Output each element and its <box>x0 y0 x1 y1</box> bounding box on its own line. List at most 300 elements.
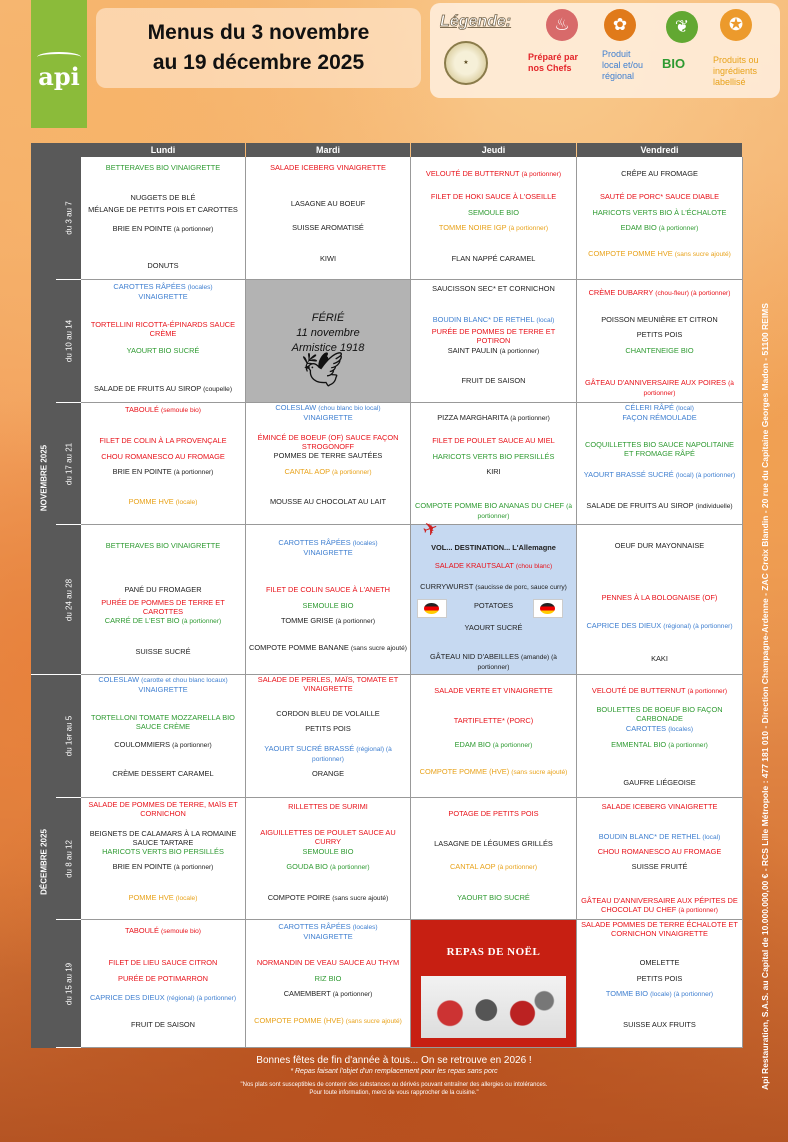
api-logo: api <box>31 0 87 128</box>
dish-name: COMPOTE POMME BIO ANANAS DU CHEF <box>415 501 565 510</box>
menu-item <box>84 585 242 594</box>
dish-name: SAINT PAULIN <box>447 346 498 355</box>
menu-item <box>414 501 573 521</box>
dish-name: YAOURT BRASSÉ SUCRÉ <box>583 470 674 479</box>
dish-name: TORTELLINI RICOTTA-ÉPINARDS SAUCE CRÈME <box>90 320 236 338</box>
menu-item <box>414 543 573 552</box>
dish-note: (à portionner) <box>172 742 212 749</box>
menu-item <box>249 922 407 941</box>
dish-note: (locales) <box>668 726 694 733</box>
dish-name: COLESLAW <box>98 675 140 684</box>
dish-note: (locale) (à portionner) <box>650 991 714 998</box>
menu-cell <box>411 517 577 675</box>
menu-item <box>84 436 242 445</box>
menu-item <box>249 828 407 846</box>
menu-item <box>580 208 739 217</box>
dish-name: FRUIT DE SAISON <box>461 376 526 385</box>
dish-name: CAROTTES RÂPÉES <box>113 282 186 291</box>
dish-name: CAPRICE DES DIEUX <box>586 621 662 630</box>
dish-note: (à portionner) <box>173 469 214 476</box>
menu-item <box>414 686 573 695</box>
menu-item <box>84 616 242 626</box>
dish-note: (saucisse de porc, sauce curry) <box>475 584 567 591</box>
menu-cell <box>246 403 411 525</box>
dish-name: CANTAL AOP <box>284 467 330 476</box>
dish-name: SALADE ICEBERG VINAIGRETTE <box>270 163 386 172</box>
dish-note: (à portionner) <box>508 225 549 232</box>
menu-item <box>580 288 739 298</box>
menu-item <box>580 378 739 398</box>
menu-item <box>414 284 573 293</box>
menu-item <box>414 839 573 848</box>
menu-item <box>414 767 573 777</box>
dish-name: GÂTEAU D'ANNIVERSAIRE AUX POIRES <box>585 378 727 387</box>
dish-name: SUISSE AROMATISÉ <box>292 223 364 232</box>
menu-item <box>249 199 407 208</box>
dish-name: CRÈME DUBARRY <box>588 288 654 297</box>
dish-name: FILET DE COLIN SAUCE À L'ANETH <box>265 585 391 594</box>
menu-item <box>249 802 407 811</box>
menu-cell <box>577 798 743 920</box>
menu-item <box>580 315 739 324</box>
dish-name: HARICOTS VERTS BIO PERSILLÉS <box>102 847 224 856</box>
dish-name: TABOULÉ <box>125 926 159 935</box>
dish-name: BRIE EN POINTE <box>112 224 172 233</box>
menu-item <box>249 585 407 594</box>
month-divider <box>31 674 56 675</box>
dish-name: BEIGNETS DE CALAMARS À LA ROMAINE SAUCE TARTARE <box>89 829 237 847</box>
menu-item <box>580 802 739 811</box>
menu-item <box>84 862 242 872</box>
menu-item <box>249 163 407 172</box>
dish-note: (locales) <box>352 924 378 931</box>
dish-name: COLESLAW <box>275 403 317 412</box>
dish-name: SALADE DE FRUITS AU SIROP <box>586 501 694 510</box>
dish-name: SEMOULE BIO <box>302 601 354 610</box>
menu-item <box>414 623 573 632</box>
dish-name: NUGGETS DE BLÉ <box>130 193 196 202</box>
dish-name: POMMES DE TERRE SAUTÉES <box>273 451 383 460</box>
dish-name: FILET DE LIEU SAUCE CITRON <box>108 958 218 967</box>
legend-label-local: Produit local et/ou régional <box>602 49 644 81</box>
dish-name: FILET DE HOKI SAUCE À L'OSEILLE <box>430 192 557 201</box>
menu-item <box>580 541 739 550</box>
dish-name: COMPOTE POMME HVE <box>588 249 673 258</box>
dish-name: BRIE EN POINTE <box>112 467 172 476</box>
menu-item <box>580 724 739 734</box>
menu-item <box>414 601 573 610</box>
menu-item <box>580 621 739 631</box>
menu-item <box>84 541 242 550</box>
dish-name: CURRYWURST <box>420 582 474 591</box>
month-text: DÉCEMBRE 2025 <box>39 828 48 895</box>
menu-item <box>84 893 242 903</box>
holiday-text: Armistice 1918 <box>291 342 365 354</box>
menu-item <box>580 896 739 915</box>
dish-note: (chou blanc bio local) <box>318 405 381 412</box>
day-header: Mardi <box>246 143 410 157</box>
footer-pork-note: * Repas faisant l'objet d'un remplacement pour les repas sans porc <box>290 1068 498 1075</box>
dish-name: SUISSE AUX FRUITS <box>623 1020 696 1029</box>
menu-item <box>84 346 242 355</box>
dish-note: (chou blanc) <box>515 563 553 570</box>
menu-cell <box>577 157 743 280</box>
menu-item <box>84 769 242 778</box>
dish-name: CAPRICE DES DIEUX <box>89 993 165 1002</box>
menu-item <box>414 893 573 902</box>
dish-note: (à portionner) <box>678 907 718 914</box>
menu-cell <box>411 280 577 403</box>
dove-icon: 🕊 <box>301 351 345 389</box>
dish-name: POTAGE DE PETITS POIS <box>448 809 539 818</box>
menu-item <box>414 413 573 423</box>
menu-item <box>84 261 242 270</box>
menu-item <box>84 497 242 507</box>
dish-name-cont: VINAIGRETTE <box>138 685 188 694</box>
dish-name: CAMEMBERT <box>283 989 331 998</box>
dish-name: PETITS POIS <box>305 724 351 733</box>
dish-name: CRÈME DESSERT CARAMEL <box>112 769 214 778</box>
dish-note: (semoule bio) <box>161 928 201 935</box>
menu-cell <box>577 403 743 525</box>
menu-item <box>249 1016 407 1026</box>
dish-name: OEUF DUR MAYONNAISE <box>614 541 705 550</box>
dish-name: CAROTTES <box>625 724 667 733</box>
menu-item <box>84 163 242 172</box>
dish-name: CHOU ROMANESCO AU FROMAGE <box>597 847 722 856</box>
dish-name: SALADE DE FRUITS AU SIROP <box>93 384 202 393</box>
menu-item <box>414 652 573 672</box>
menu-item <box>414 169 573 179</box>
dish-name: POMME HVE <box>128 497 174 506</box>
menu-item <box>84 1020 242 1029</box>
dish-name: HARICOTS VERTS BIO PERSILLÉS <box>432 452 555 461</box>
airplane-icon: ✈ <box>419 517 441 542</box>
dish-name: CORDON BLEU DE VOLAILLE <box>276 709 380 718</box>
week-label <box>56 920 81 1048</box>
dish-note: (à portionner) <box>687 688 728 695</box>
menu-item <box>249 433 407 451</box>
menu-cell <box>246 798 411 920</box>
menu-item <box>84 647 242 656</box>
menu-item <box>580 862 739 871</box>
dish-name: RIZ BIO <box>314 974 342 983</box>
menu-item <box>84 675 242 694</box>
dish-name: FRUIT DE SAISON <box>131 1020 195 1029</box>
week-label <box>56 798 81 920</box>
menu-item <box>580 686 739 696</box>
dish-name: TOMME NOIRE IGP <box>438 223 507 232</box>
menu-item <box>84 320 242 338</box>
menu-cell <box>81 798 246 920</box>
dish-note: (carotte et chou blanc locaux) <box>141 677 228 684</box>
dish-name: SALADE ICEBERG VINAIGRETTE <box>601 802 718 811</box>
footer-allergen-note-2: Pour toute information, merci de vous rapprocher de la cuisine." <box>309 1090 479 1096</box>
legend-label-bio: BIO <box>662 56 686 71</box>
menu-item <box>580 740 739 750</box>
dish-note: (à portionner) <box>477 503 572 520</box>
dish-note: (local) <box>676 405 694 412</box>
dish-name: TOMME BIO <box>605 989 649 998</box>
dish-note: (local) <box>536 317 555 324</box>
dish-name: CANTAL AOP <box>449 862 496 871</box>
dish-note: (local) (à portionner) <box>675 472 736 479</box>
menu-item <box>580 958 739 967</box>
dish-name: GAUFRE LIÉGEOISE <box>623 778 696 787</box>
dish-name: CHANTENEIGE BIO <box>625 346 694 355</box>
dish-name: KIWI <box>319 254 336 263</box>
dish-name: NORMANDIN DE VEAU SAUCE AU THYM <box>256 958 400 967</box>
menu-item <box>580 330 739 339</box>
dish-name: CAROTTES RÂPÉES <box>278 922 351 931</box>
dish-name: BRIE EN POINTE <box>112 862 172 871</box>
dish-note: (locales) <box>352 540 378 547</box>
menu-item <box>84 598 242 616</box>
legend <box>430 3 780 98</box>
menu-item <box>580 192 739 201</box>
menu-item <box>580 501 739 511</box>
menu-cell <box>411 403 577 525</box>
dish-note: (chou-fleur) (à portionner) <box>655 290 731 297</box>
page-title <box>96 8 421 88</box>
dish-name: KIRI <box>486 467 501 476</box>
dish-name: PETITS POIS <box>636 330 683 339</box>
menu-item <box>84 713 242 731</box>
dish-name: PURÉE DE POMMES DE TERRE ET POTIRON <box>431 327 556 345</box>
christmas-meal-title: REPAS DE NOËL <box>446 946 541 958</box>
menu-item <box>580 989 739 999</box>
dish-name: CRÊPE AU FROMAGE <box>621 169 698 178</box>
menu-item <box>414 716 573 725</box>
dish-name: POISSON MEUNIÈRE ET CITRON <box>601 315 718 324</box>
menu-item <box>414 254 573 263</box>
menu-item <box>84 205 242 214</box>
week-label <box>56 403 81 525</box>
month-text: NOVEMBRE 2025 <box>39 444 48 511</box>
dish-name-cont: VINAIGRETTE <box>303 932 353 941</box>
menu-item <box>84 740 242 750</box>
menu-item <box>84 405 242 415</box>
menu-item <box>414 346 573 356</box>
dish-name: SUISSE FRUITÉ <box>631 862 688 871</box>
dish-name-cont: FAÇON RÉMOULADE <box>622 413 697 422</box>
menu-cell <box>81 525 246 675</box>
dish-name: CARRÉ DE L'EST BIO <box>104 616 180 625</box>
week-label-text: du 1er au 5 <box>64 715 73 757</box>
menu-cell <box>411 798 577 920</box>
dish-name: FILET DE POULET SAUCE AU MIEL <box>432 436 555 445</box>
week-label <box>56 675 81 798</box>
dish-note: (à portionner) <box>329 864 370 871</box>
menu-item <box>249 467 407 477</box>
dish-name: TABOULÉ <box>125 405 159 414</box>
menu-item <box>580 223 739 233</box>
menu-item <box>84 384 242 394</box>
dish-name: COMPOTE POMME BANANE <box>249 643 349 652</box>
dish-name: SAUCISSON SEC* ET CORNICHON <box>432 284 555 293</box>
holiday-text: 11 novembre <box>296 327 360 339</box>
menu-cell <box>81 403 246 525</box>
dish-name: POMME HVE <box>128 893 174 902</box>
dish-note: (sans sucre ajouté) <box>332 895 389 902</box>
menu-item <box>580 346 739 355</box>
menu-item <box>249 254 407 263</box>
dish-name: YAOURT BIO SUCRÉ <box>457 893 530 902</box>
menu-item <box>580 847 739 856</box>
menu-cell <box>246 920 411 1048</box>
dish-name: RILLETTES DE SURIMI <box>288 802 368 811</box>
dish-name: BETTERAVES BIO VINAIGRETTE <box>105 163 221 172</box>
dish-name: HARICOTS VERTS BIO À L'ÉCHALOTE <box>592 208 727 217</box>
dish-name: SALADE KRAUTSALAT <box>434 561 514 570</box>
menu-item <box>249 601 407 610</box>
menu-item <box>249 847 407 856</box>
header-corner <box>31 143 81 157</box>
legend-label-label: Produits ou ingrédients labellisé <box>713 55 759 87</box>
menu-item <box>84 193 242 202</box>
menu-item <box>249 675 407 693</box>
dish-name: COMPOTE POMME (HVE) <box>419 767 510 776</box>
dish-name: YAOURT SUCRÉ <box>464 623 523 632</box>
menu-item <box>84 224 242 234</box>
menu-cell <box>246 675 411 798</box>
week-label-text: du 8 au 12 <box>64 839 73 878</box>
menu-item <box>84 974 242 983</box>
dish-name: BOUDIN BLANC* DE RETHEL <box>432 315 535 324</box>
dish-name: TORTELLONI TOMATE MOZZARELLA BIO SAUCE CRÈME <box>91 713 235 731</box>
menu-item <box>249 958 407 967</box>
dish-name: TOMME GRISE <box>280 616 334 625</box>
menu-item <box>580 249 739 259</box>
dish-name: EDAM BIO <box>454 740 491 749</box>
dish-name: BETTERAVES BIO VINAIGRETTE <box>105 541 221 550</box>
dish-note: (sans sucre ajouté) <box>345 1018 402 1025</box>
dish-name: LASAGNE AU BOEUF <box>290 199 366 208</box>
dish-name: OMELETTE <box>639 958 680 967</box>
dish-name: COMPOTE POMME (HVE) <box>254 1016 344 1025</box>
week-label <box>56 525 81 675</box>
menu-item <box>84 800 242 818</box>
dish-note: (à portionner) <box>332 991 373 998</box>
menu-item <box>249 616 407 626</box>
menu-item <box>249 862 407 872</box>
menu-item <box>414 327 573 345</box>
dish-name: SALADE DE PERLES, MAÏS, TOMATE ET VINAIGRETTE <box>257 675 399 693</box>
dish-name: YAOURT BIO SUCRÉ <box>126 346 200 355</box>
title-line-2: au 19 décembre 2025 <box>152 51 365 74</box>
menu-item <box>414 740 573 750</box>
menu-item <box>249 451 407 460</box>
dish-name: PETITS POIS <box>636 974 683 983</box>
dish-name: SALADE POMMES DE TERRE ÉCHALOTE ET CORNICHON VINAIGRETTE <box>581 920 738 938</box>
dish-name-cont: VINAIGRETTE <box>303 413 353 422</box>
dish-name: POTATOES <box>473 601 513 610</box>
dish-name: ORANGE <box>311 769 345 778</box>
dish-name: MOUSSE AU CHOCOLAT AU LAIT <box>270 497 386 506</box>
dish-name: SAUTÉ DE PORC* SAUCE DIABLE <box>599 192 720 201</box>
dish-note: (à portionner) <box>173 226 214 233</box>
dish-name: GÂTEAU NID D'ABEILLES <box>430 652 519 661</box>
dish-note: (à portionner) <box>331 469 372 476</box>
menu-cell <box>411 675 577 798</box>
dish-note: (régional) (à portionner) <box>166 995 237 1002</box>
menu-item <box>580 832 739 842</box>
menu-cell <box>81 675 246 798</box>
dish-name: VELOUTÉ DE BUTTERNUT <box>425 169 520 178</box>
menu-cell <box>81 280 246 403</box>
dish-name: SUISSE SUCRÉ <box>135 647 191 656</box>
dish-name: CÉLERI RÂPÉ <box>625 403 674 412</box>
holiday-text: FÉRIÉ <box>311 312 345 324</box>
dish-note: (locale) <box>175 895 198 902</box>
dish-note: (locales) <box>187 284 213 291</box>
dish-name: GOUDA BIO <box>286 862 328 871</box>
dish-note: (à portionner) <box>492 742 533 749</box>
menu-item <box>249 989 407 999</box>
dish-name: BOULETTES DE BOEUF BIO FAÇON CARBONADE <box>596 705 723 723</box>
dish-name: PENNES À LA BOLOGNAISE (OF) <box>601 593 718 602</box>
menu-item <box>249 893 407 903</box>
dish-name: COMPOTE POIRE <box>267 893 331 902</box>
day-header: Lundi <box>81 143 245 157</box>
menu-item <box>249 974 407 983</box>
menu-item <box>580 778 739 787</box>
dish-note: (à portionner) <box>521 171 562 178</box>
footer-allergen-note: "Nos plats sont susceptibles de contenir des substances ou dérivés pouvant entraîner des allergies ou intolérances. <box>240 1082 548 1088</box>
dish-name: VOL... DESTINATION... L'Allemagne <box>431 543 556 552</box>
dish-note: (régional) (à portionner) <box>663 623 733 630</box>
menu-item <box>414 315 573 325</box>
menu-item <box>249 709 407 718</box>
menu-item <box>414 436 573 445</box>
chef-hat-icon: ♨ <box>546 9 578 41</box>
menu-item <box>249 538 407 557</box>
menu-item <box>580 1020 739 1029</box>
dish-note: (coupelle) <box>203 386 233 393</box>
dish-name: CHOU ROMANESCO AU FROMAGE <box>101 452 225 461</box>
menu-item <box>414 208 573 217</box>
dish-name: CAROTTES RÂPÉES <box>278 538 351 547</box>
legend-label-chef: Préparé par nos Chefs <box>528 52 579 73</box>
dish-name: PURÉE DE POTIMARRON <box>118 974 208 983</box>
menu-item <box>580 593 739 602</box>
footer-greeting: Bonnes fêtes de fin d'année à tous... On se retrouve en 2026 ! <box>256 1055 532 1066</box>
menu-item <box>414 452 573 461</box>
week-label-text: du 10 au 14 <box>64 319 73 363</box>
company-info: Api Restauration, S.A.S. au Capital de 10.000.000,00 € - RCS Lille Métropole : 477 181 010 - Direction Champagne-Ardenne - ZAC Croix Blandin - 20 rue du Capitaine Georges Madon - 51100 REIMS <box>760 303 770 1090</box>
menu-cell <box>411 920 577 1048</box>
dish-name: SEMOULE BIO <box>468 208 519 217</box>
menu-item <box>414 223 573 233</box>
menu-item <box>84 282 242 301</box>
dish-name: PIZZA MARGHARITA <box>437 413 509 422</box>
menu-item <box>414 561 573 571</box>
week-label <box>56 157 81 280</box>
dish-name: COQUILLETTES BIO SAUCE NAPOLITAINE ET FROMAGE RÂPÉ <box>585 440 734 458</box>
label-badge-icon: ✪ <box>720 9 752 41</box>
dish-name: MÉLANGE DE PETITS POIS ET CAROTTES <box>88 205 238 214</box>
menu-cell <box>81 157 246 280</box>
dish-name: FILET DE COLIN À LA PROVENÇALE <box>99 436 227 445</box>
title-line-1: Menus du 3 novembre <box>147 21 370 44</box>
menu-cell <box>246 525 411 675</box>
menu-item <box>249 497 407 506</box>
menu-cell <box>577 675 743 798</box>
week-label-text: du 15 au 19 <box>64 962 73 1005</box>
menu-item <box>414 192 573 201</box>
menu-item <box>84 847 242 856</box>
dish-name: KAKI <box>651 654 668 663</box>
